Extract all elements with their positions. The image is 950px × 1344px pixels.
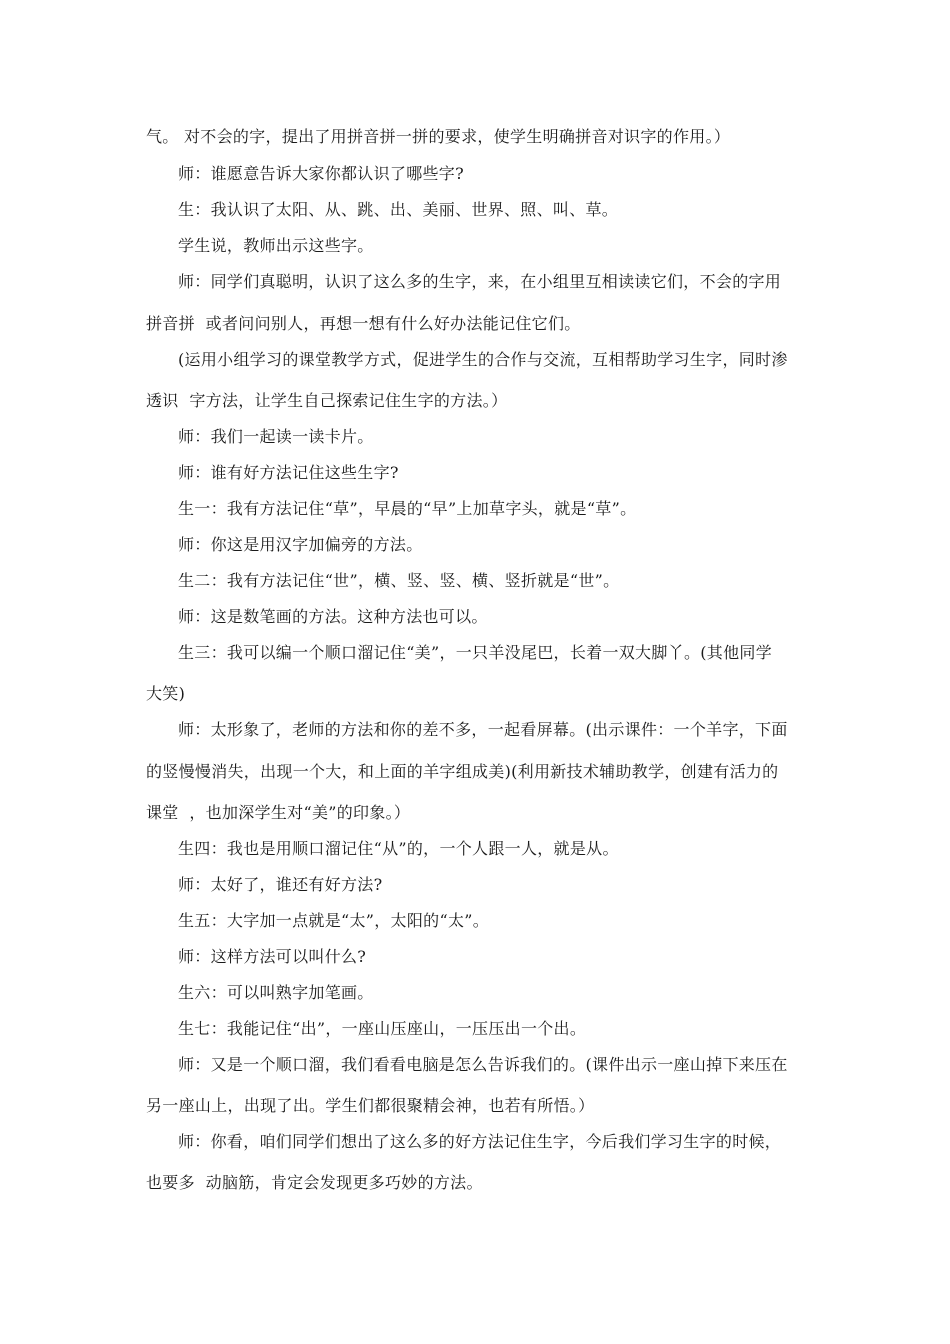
text-line: 师：太形象了，老师的方法和你的差不多，一起看屏幕。(出示课件：一个羊字，下面	[178, 720, 788, 739]
text-line: 师：这是数笔画的方法。这种方法也可以。	[178, 607, 488, 626]
text-line: 生七：我能记住“出”，一座山压座山，一压压出一个出。	[178, 1019, 587, 1038]
text-line: 拼音拼 或者问问别人，再想一想有什么好办法能记住它们。	[146, 314, 581, 333]
text-line: 气。 对不会的字，提出了用拼音拼一拼的要求，使学生明确拼音对识字的作用。）	[146, 127, 731, 146]
text-line: 师：谁愿意告诉大家你都认识了哪些字?	[178, 164, 464, 183]
text-line: 师：你这是用汉字加偏旁的方法。	[178, 535, 423, 554]
text-line: 大笑)	[146, 684, 186, 703]
text-line: 生六：可以叫熟字加笔画。	[178, 983, 374, 1002]
text-line: (运用小组学习的课堂教学方式，促进学生的合作与交流，互相帮助学习生字，同时渗	[178, 350, 788, 369]
text-line: 师：同学们真聪明，认识了这么多的生字，来，在小组里互相读读它们，不会的字用	[178, 272, 782, 291]
text-line: 师：这样方法可以叫什么?	[178, 947, 367, 966]
text-line: 师：我们一起读一读卡片。	[178, 427, 374, 446]
text-line: 生四：我也是用顺口溜记住“从”的，一个人跟一人，就是从。	[178, 839, 619, 858]
text-line: 学生说，教师出示这些字。	[178, 236, 374, 255]
text-line: 生：我认识了太阳、从、跳、出、美丽、世界、照、叫、草。	[178, 200, 619, 219]
text-line: 生三：我可以编一个顺口溜记住“美”，一只羊没尾巴，长着一双大脚丫。(其他同学	[178, 643, 773, 662]
text-line: 也要多 动脑筋，肯定会发现更多巧妙的方法。	[146, 1173, 483, 1192]
text-line: 生二：我有方法记住“世”，横、竖、竖、横、竖折就是“世”。	[178, 571, 620, 590]
text-line: 师：你看，咱们同学们想出了这么多的好方法记住生字，今后我们学习生字的时候，	[178, 1132, 782, 1151]
text-line: 另一座山上，出现了出。学生们都很聚精会神，也若有所悟。）	[146, 1096, 595, 1115]
text-line: 课堂 ，也加深学生对“美”的印象。）	[146, 803, 411, 822]
text-line: 师：太好了，谁还有好方法?	[178, 875, 383, 894]
text-line: 生五：大字加一点就是“太”，太阳的“太”。	[178, 911, 490, 930]
text-line: 生一：我有方法记住“草”，早晨的“早”上加草字头，就是“草”。	[178, 499, 637, 518]
text-line: 的竖慢慢消失，出现一个大，和上面的羊字组成美)(利用新技术辅助教学，创建有活力的	[146, 762, 779, 781]
text-line: 师：又是一个顺口溜，我们看看电脑是怎么告诉我们的。(课件出示一座山掉下来压在	[178, 1055, 788, 1074]
text-line: 透识 字方法，让学生自己探索记住生字的方法。）	[146, 391, 508, 410]
text-line: 师：谁有好方法记住这些生字?	[178, 463, 399, 482]
